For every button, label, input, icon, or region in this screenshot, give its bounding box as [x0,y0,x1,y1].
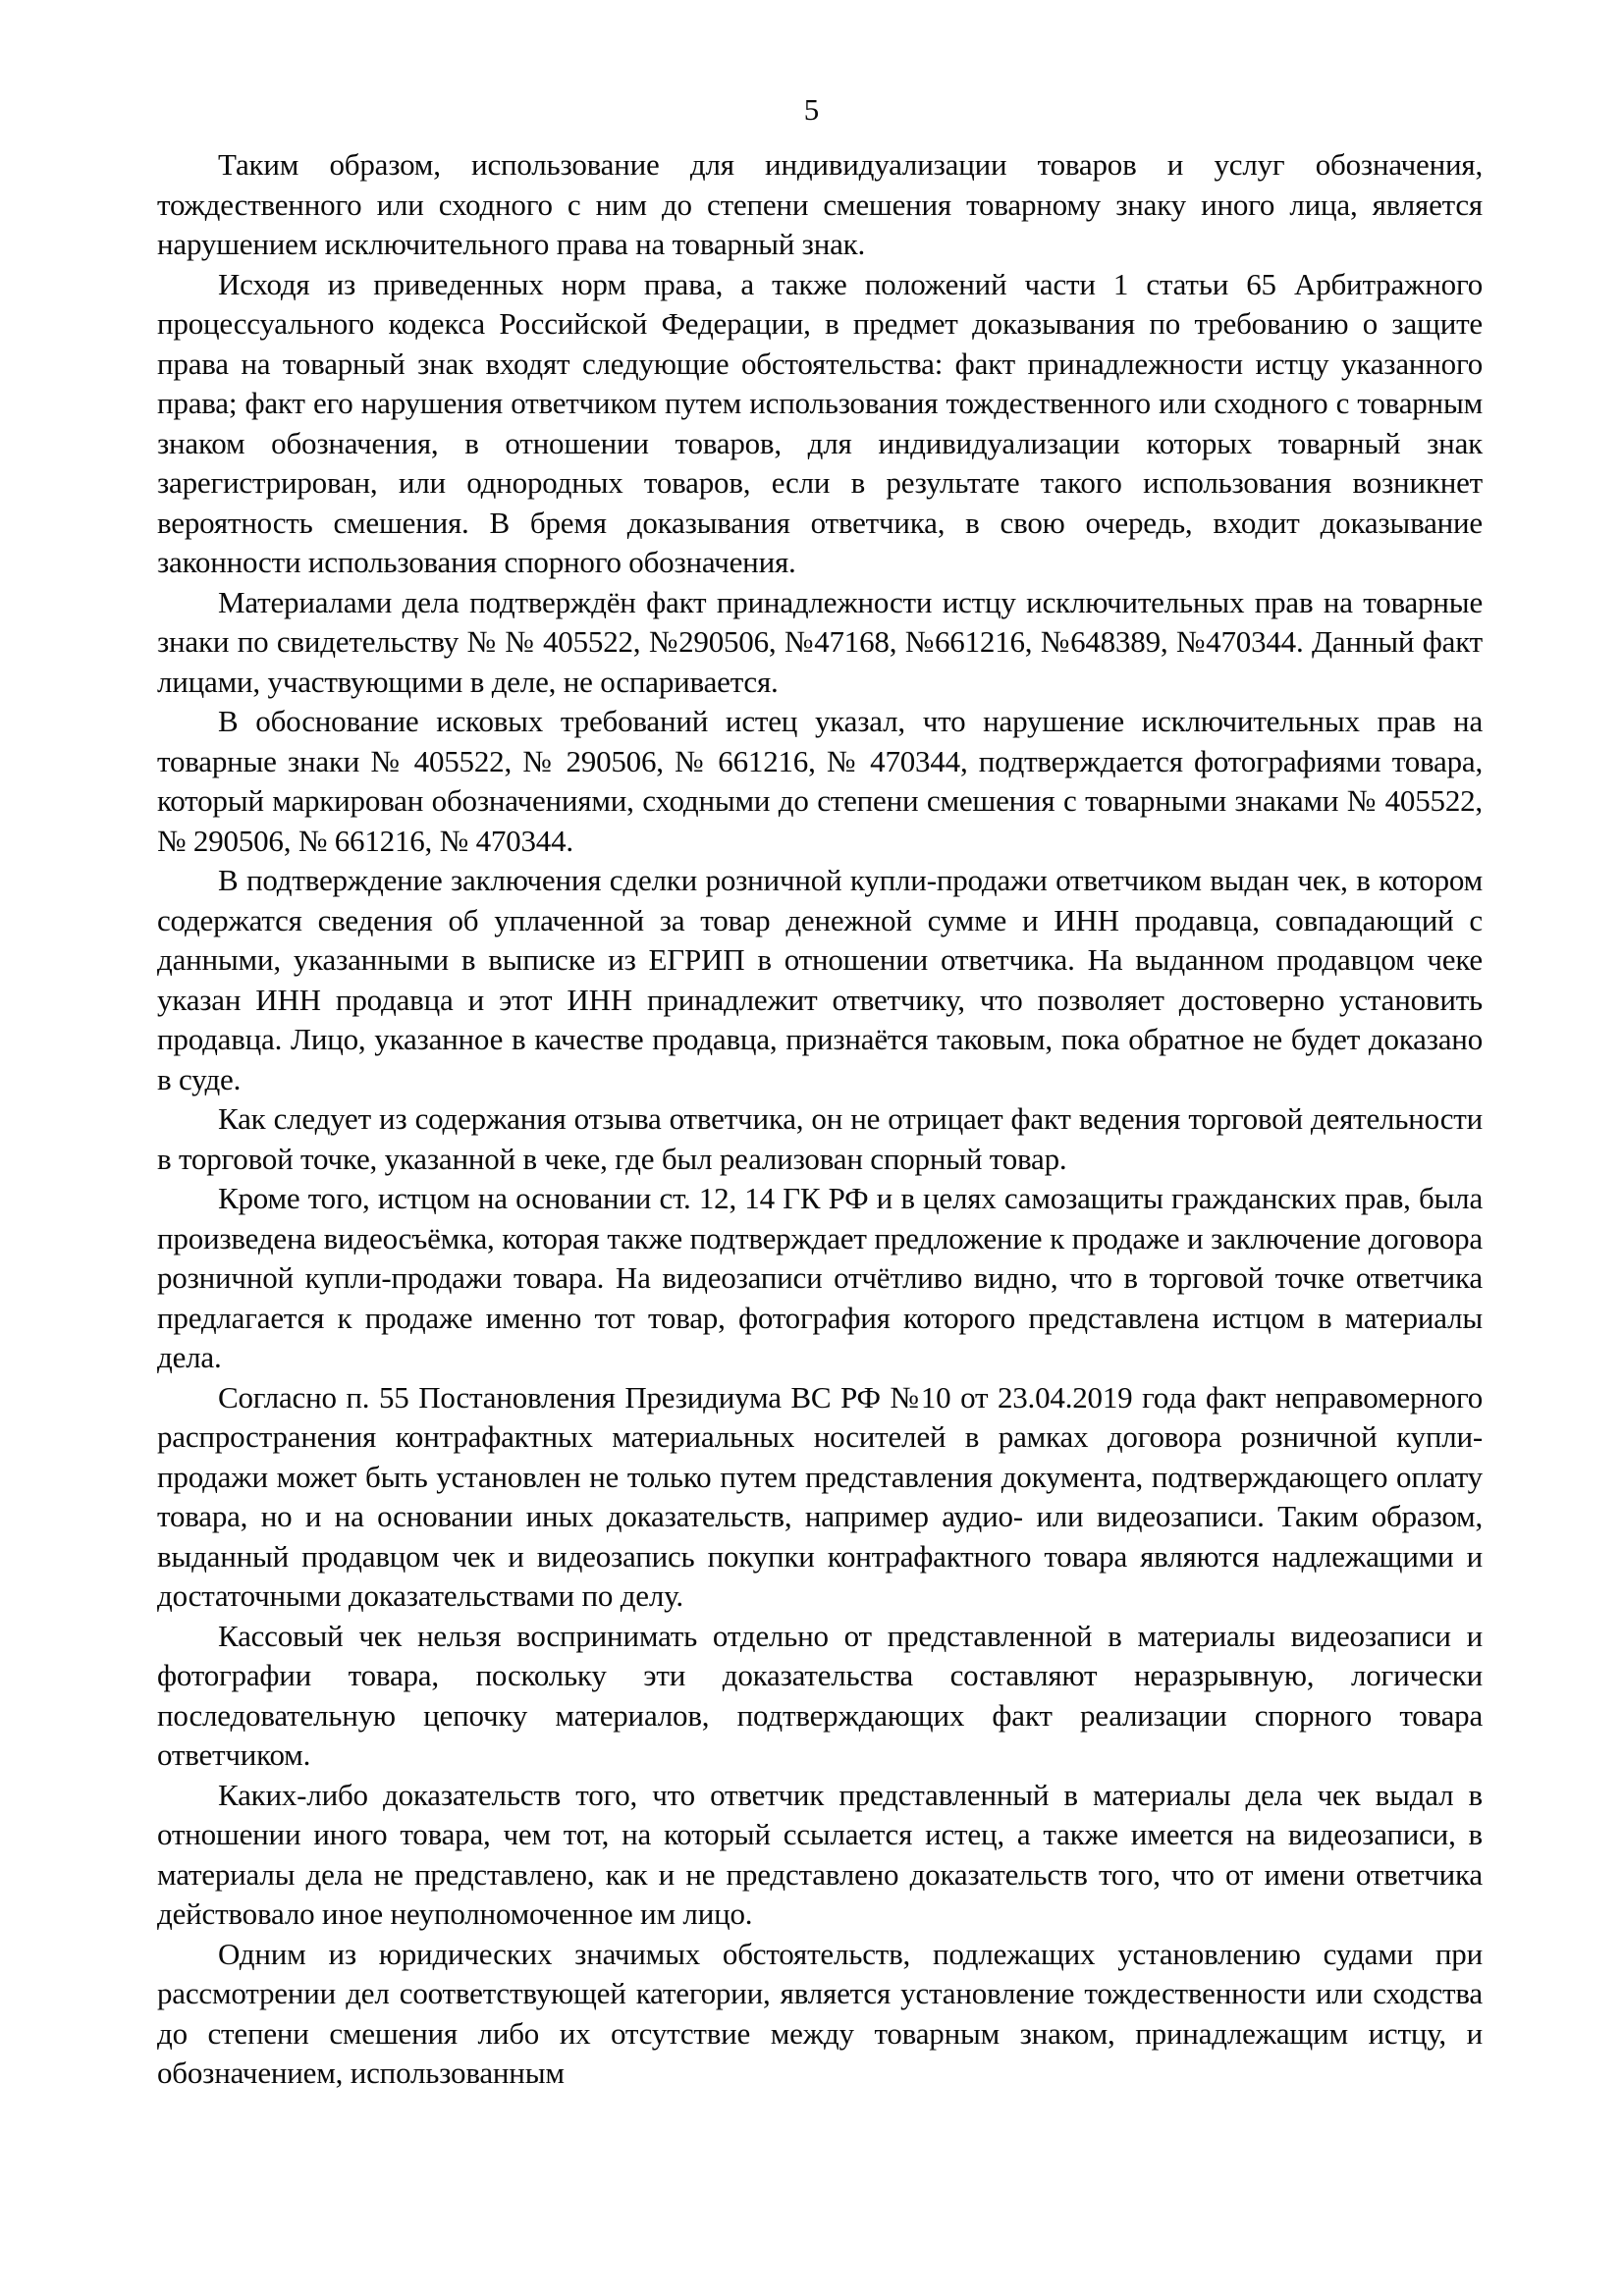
paragraph: В подтверждение заключения сделки розничной купли-продажи ответчиком выдан чек, в котором содержатся сведения об уплаченной за товар денежной сумме и ИНН продавца, совпадающий с данными, указанными в выписке из ЕГРИП в отношении ответчика. На выданном продавцом чеке указан ИНН продавца и этот ИНН принадлежит ответчику, что позволяет достоверно установить продавца. Лицо, указанное в качестве продавца, признаётся таковым, пока обратное не будет доказано в суде. [157,863,1483,1096]
paragraph: Таким образом, использование для индивидуализации товаров и услуг обозначения, тождественного или сходного с ним до степени смешения товарному знаку иного лица, является нарушением исключительного права на товарный знак. [157,147,1483,261]
paragraph: Одним из юридических значимых обстоятельств, подлежащих установлению судами при рассмотрении дел соответствующей категории, является установление тождественности или сходства до степени смешения либо их отсутствие между товарным знаком, принадлежащим истцу, и обозначением, использованным [157,1936,1483,2090]
paragraph: Кроме того, истцом на основании ст. 12, 14 ГК РФ и в целях самозащиты гражданских прав, была произведена видеосъёмка, которая также подтверждает предложение к продаже и заключение договора розничной купли-продажи товара. На видеозаписи отчётливо видно, что в торговой точке ответчика предлагается к продаже именно тот товар, фотография которого представлена истцом в материалы дела. [157,1181,1483,1374]
paragraph: Кассовый чек нельзя воспринимать отдельно от представленной в материалы видеозаписи и фотографии товара, поскольку эти доказательства составляют неразрывную, логически последовательную цепочку материалов, подтверждающих факт реализации спорного товара ответчиком. [157,1618,1483,1772]
page-number: 5 [803,92,820,127]
paragraph: Каких-либо доказательств того, что ответчик представленный в материалы дела чек выдал в отношении иного товара, чем тот, на который ссылается истец, а также имеется на видеозаписи, в материалы дела не представлено, как и не представлено доказательств того, что от имени ответчика действовало иное неуполномоченное им лицо. [157,1777,1483,1931]
paragraph: Материалами дела подтверждён факт принадлежности истцу исключительных прав на товарные знаки по свидетельству № № 405522, №290506, №47168, №661216, №648389, №470344. Данный факт лицами, участвующими в деле, не оспаривается. [157,584,1483,699]
paragraph: В обоснование исковых требований истец указал, что нарушение исключительных прав на товарные знаки № 405522, № 290506, № 661216, № 470344, подтверждается фотографиями товара, который маркирован обозначениями, сходными до степени смешения с товарными знаками № 405522, № 290506, № 661216, № 470344. [157,704,1483,858]
document-body [157,145,1483,2094]
paragraph: Исходя из приведенных норм права, а также положений части 1 статьи 65 Арбитражного процессуального кодекса Российской Федерации, в предмет доказывания по требованию о защите права на товарный знак входят следующие обстоятельства: факт принадлежности истцу указанного права; факт его нарушения ответчиком путем использования тождественного или сходного с товарным знаком обозначения, в отношении товаров, для индивидуализации которых товарный знак зарегистрирован, или однородных товаров, если в результате такого использования возникнет вероятность смешения. В бремя доказывания ответчика, в свою очередь, входит доказывание законности использования спорного обозначения. [157,266,1483,579]
paragraph: Как следует из содержания отзыва ответчика, он не отрицает факт ведения торговой деятельности в торговой точке, указанной в чеке, где был реализован спорный товар. [157,1101,1483,1176]
paragraph: Согласно п. 55 Постановления Президиума ВС РФ №10 от 23.04.2019 года факт неправомерного распространения контрафактных материальных носителей в рамках договора розничной купли-продажи может быть установлен не только путем представления документа, подтверждающего оплату товара, но и на основании иных доказательств, например аудио- или видеозаписи. Таким образом, выданный продавцом чек и видеозапись покупки контрафактного товара являются надлежащими и достаточными доказательствами по делу. [157,1379,1483,1613]
